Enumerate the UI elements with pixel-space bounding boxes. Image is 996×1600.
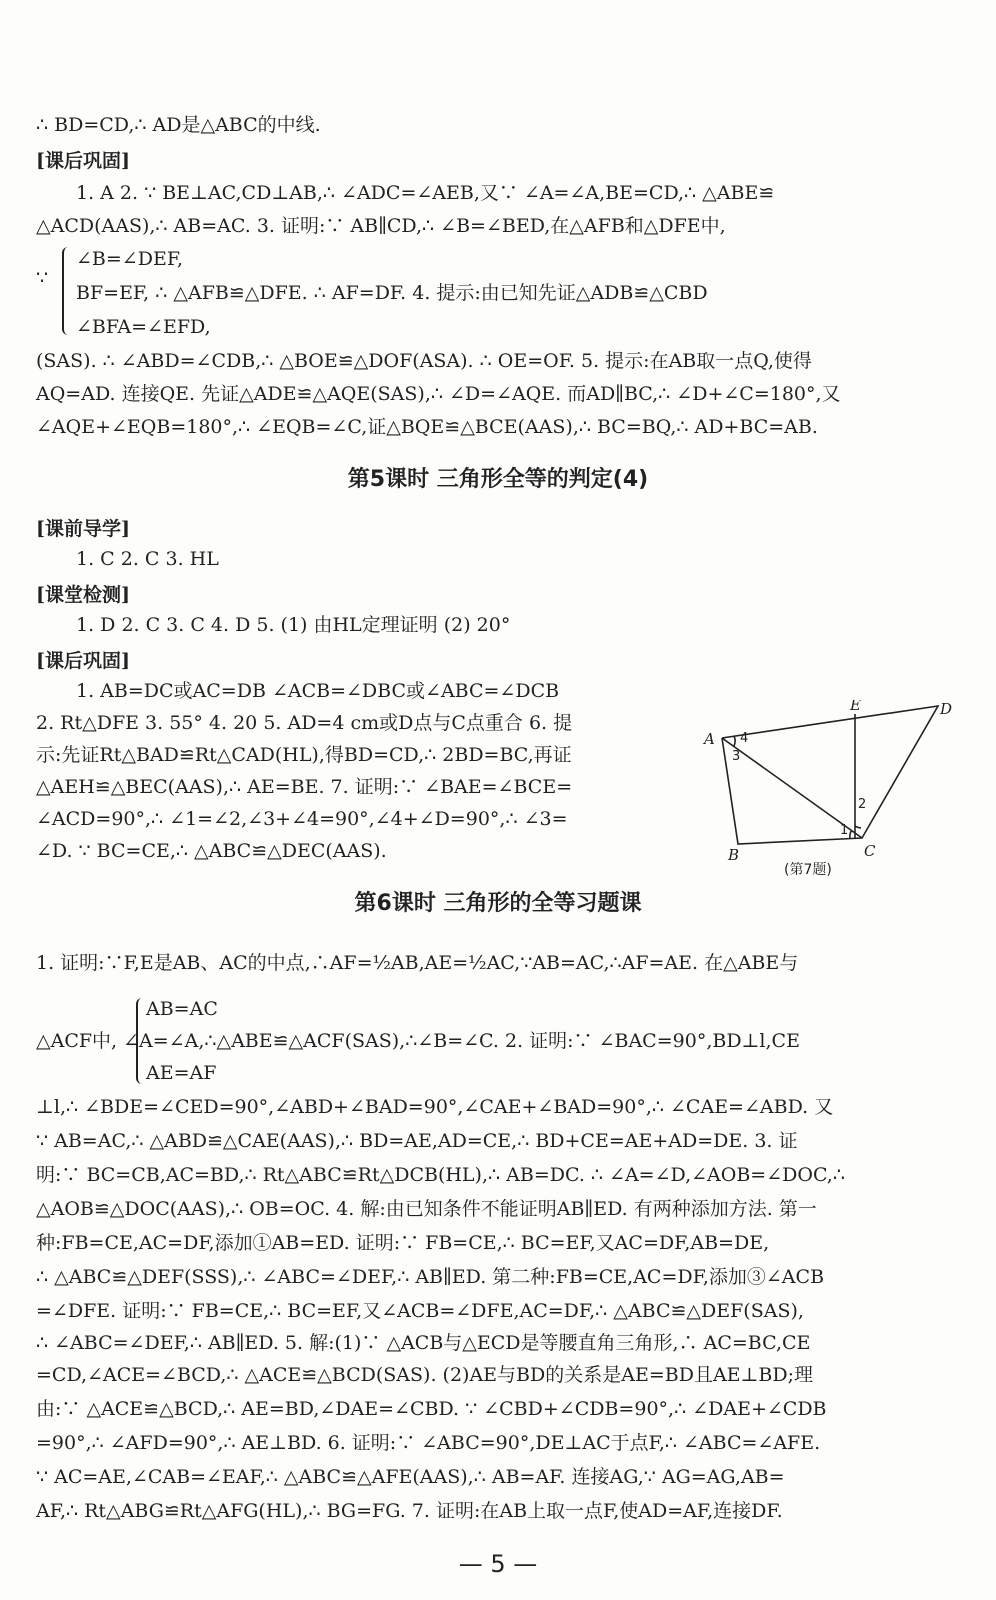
text-line: ∠ACD=90°,∴ ∠1=∠2,∠3+∠4=90°,∠4+∠D=90°,∴ ∠3=	[36, 808, 568, 830]
text-line: =90°,∴ ∠AFD=90°,∴ AE⊥BD. 6. 证明:∵ ∠ABC=90°,DE⊥AC于点F,∴ ∠ABC=∠AFE.	[36, 1432, 821, 1454]
brace-line: ∠B=∠DEF,	[76, 248, 184, 270]
label-c: C	[864, 842, 876, 860]
text-line: 1. D 2. C 3. C 4. D 5. (1) 由HL定理证明 (2) 20°	[76, 614, 511, 636]
brace-bracket	[62, 247, 70, 335]
label-d: D	[940, 700, 953, 718]
angle-label-3: 3	[732, 749, 741, 764]
label-a: A	[704, 730, 715, 748]
text-line: 由:∵ △ACE≌△BCD,∴ AE=BD,∠DAE=∠CBD. ∵ ∠CBD+∠CDB=90°,∴ ∠DAE+∠CDB	[36, 1398, 827, 1420]
text-line: ∠D. ∵ BC=CE,∴ △ABC≌△DEC(AAS).	[36, 840, 387, 862]
page-number: — 5 —	[458, 1550, 538, 1578]
text-line: 1. C 2. C 3. HL	[76, 548, 219, 570]
text-line: 1. AB=DC或AC=DB ∠ACB=∠DBC或∠ABC=∠DCB	[76, 680, 560, 702]
text-line: ⊥l,∴ ∠BDE=∠CED=90°,∠ABD+∠BAD=90°,∠CAE+∠BAD=90°,∴ ∠CAE=∠ABD. 又	[36, 1096, 834, 1118]
brace-line: △ACF中, ∠A=∠A,∴△ABE≌△ACF(SAS),∴∠B=∠C. 2. 证明:∵ ∠BAC=90°,BD⊥l,CE	[36, 1030, 800, 1052]
text-line: 示:先证Rt△BAD≌Rt△CAD(HL),得BD=CD,∴ 2BD=BC,再证	[36, 744, 572, 766]
figure-caption: (第7题)	[784, 862, 832, 878]
text-line: ∴ BD=CD,∴ AD是△ABC的中线.	[36, 114, 321, 136]
angle-arc	[855, 826, 861, 828]
angle-label-4: 4	[740, 731, 749, 746]
brace-line: ∠BFA=∠EFD,	[76, 316, 211, 338]
figure-outline	[722, 706, 938, 844]
text-line: 种:FB=CE,AC=DF,添加①AB=ED. 证明:∵ FB=CE,∴ BC=EF,又AC=DF,AB=DE,	[36, 1232, 770, 1254]
angle-label-1: 1	[840, 823, 849, 838]
text-line: 2. Rt△DFE 3. 55° 4. 20 5. AD=4 cm或D点与C点重合 6. 提	[36, 712, 573, 734]
text-line: AF,∴ Rt△ABG≌Rt△AFG(HL),∴ BG=FG. 7. 证明:在AB上取一点F,使AD=AF,连接DF.	[36, 1500, 783, 1522]
brace-line: BF=EF, ∴ △AFB≌△DFE. ∴ AF=DF. 4. 提示:由已知先证△ADB≌△CBD	[76, 282, 708, 304]
label-e: E	[850, 700, 861, 714]
brace-line: AE=AF	[146, 1062, 217, 1084]
text-line: =∠DFE. 证明:∵ FB=CE,∴ BC=EF,又∠ACB=∠DFE,AC=DF,∴ △ABC≌△DEF(SAS),	[36, 1300, 804, 1322]
label-b: B	[728, 846, 740, 864]
text-line: ∴ ∠ABC=∠DEF,∴ AB∥ED. 5. 解:(1)∵ △ACB与△ECD是等腰直角三角形,∴ AC=BC,CE	[36, 1332, 811, 1354]
section-heading: [课后巩固]	[36, 150, 130, 172]
angle-label-2: 2	[858, 797, 867, 812]
text-line: ∵ AB=AC,∴ △ABD≌△CAE(AAS),∴ BD=AE,AD=CE,∴ BD+CE=AE+AD=DE. 3. 证	[36, 1130, 798, 1152]
text-line: 1. 证明:∵F,E是AB、AC的中点,∴AF=½AB,AE=½AC,∵AB=AC,∴AF=AE. 在△ABE与	[36, 952, 799, 974]
text-line: ∴ △ABC≌△DEF(SSS),∴ ∠ABC=∠DEF,∴ AB∥ED. 第二种:FB=CE,AC=DF,添加③∠ACB	[36, 1266, 825, 1288]
text-line: ∵ AC=AE,∠CAB=∠EAF,∴ △ABC≌△AFE(AAS),∴ AB=AF. 连接AG,∵ AG=AG,AB=	[36, 1466, 785, 1488]
section-heading: [课前导学]	[36, 518, 130, 540]
text-line: AQ=AD. 连接QE. 先证△ADE≌△AQE(SAS),∴ ∠D=∠AQE. 而AD∥BC,∴ ∠D+∠C=180°,又	[36, 383, 841, 405]
angle-arc	[734, 736, 735, 746]
text-line: =CD,∠ACE=∠BCD,∴ △ACE≌△BCD(SAS). (2)AE与BD的关系是AE=BD且AE⊥BD;理	[36, 1364, 813, 1386]
section-heading: [课后巩固]	[36, 650, 130, 672]
text-line: 明:∵ BC=CB,AC=BD,∴ Rt△ABC≌Rt△DCB(HL),∴ AB=DC. ∴ ∠A=∠D,∠AOB=∠DOC,∴	[36, 1164, 845, 1186]
lesson-title: 第5课时 三角形全等的判定(4)	[347, 467, 649, 492]
angle-arc	[850, 830, 852, 838]
text-line: 1. A 2. ∵ BE⊥AC,CD⊥AB,∴ ∠ADC=∠AEB,又∵ ∠A=∠A,BE=CD,∴ △ABE≌	[76, 182, 775, 204]
because-symbol: ∵	[36, 267, 49, 289]
text-line: △AEH≌△BEC(AAS),∴ AE=BE. 7. 证明:∵ ∠BAE=∠BCE=	[36, 776, 573, 798]
text-line: △ACD(AAS),∴ AB=AC. 3. 证明:∵ AB∥CD,∴ ∠B=∠BED,在△AFB和△DFE中,	[36, 215, 726, 237]
text-line: ∠AQE+∠EQB=180°,∴ ∠EQB=∠C,证△BQE≌△BCE(AAS),∴ BC=BQ,∴ AD+BC=AB.	[36, 416, 818, 438]
lesson-title: 第6课时 三角形的全等习题课	[354, 891, 642, 916]
brace-line: AB=AC	[146, 998, 218, 1020]
text-line: (SAS). ∴ ∠ABD=∠CDB,∴ △BOE≌△DOF(ASA). ∴ OE=OF. 5. 提示:在AB取一点Q,使得	[36, 350, 812, 372]
section-heading: [课堂检测]	[36, 584, 130, 606]
geometry-figure	[700, 700, 960, 880]
text-line: △AOB≌△DOC(AAS),∴ OB=OC. 4. 解:由已知条件不能证明AB∥ED. 有两种添加方法. 第一	[36, 1198, 817, 1220]
